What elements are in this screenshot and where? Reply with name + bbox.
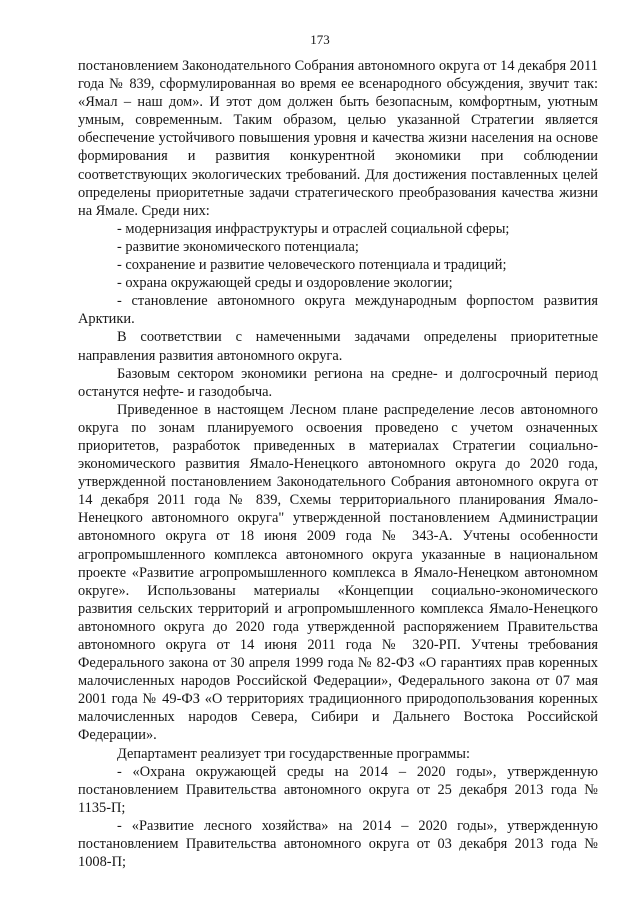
paragraph-strategy-intro: постановлением Законодательного Собрания автономного округа от 14 декабря 2011 года № 839, сформулированная во время ее всенародного обсуждения, звучит так: «Ямал – наш дом». И этот дом должен быть безопасным, комфортным, уютным умным, современным. Таким образом, целью указанной Стратегии является обеспечение устойчивого повышения уровня и качества жизни населения на основе формирования и развития конкурентной экономики при соблюдении соответствующих экологических требований. Для достижения поставленных целей определены приоритетные задачи стратегического преобразования качества жизни на Ямале. Среди них:: [78, 58, 598, 219]
list-item: - становление автономного округа международным форпостом развития Арктики.: [78, 293, 598, 328]
paragraph-forest-plan: Приведенное в настоящем Лесном плане распределение лесов автономного округа по зонам планируемого освоения проведено с учетом означенных приоритетов, разработок приведенных в материалах Стратегии социально-экономического развития Ямало-Ненецкого автономного округа до 2020 года, утвержденной постановлением Законодательного Собрания автономного округа от 14 декабря 2011 года № 839, Схемы территориального планирования Ямало-Ненецкого автономного округа" утвержденной постановлением Администрации автономного округа от 18 июня 2009 года № 343-А. Учтены особенности агропромышленного комплекса автономного округа указанные в национальном проекте «Развитие агропромышленного комплекса в Ямало-Ненецком автономном округе». Использованы материалы «Концепции социально-экономического развития сельских территорий и агропромышленного комплекса Ямало-Ненецкого автономного округа до 2020 года утвержденной распоряжением Правительства автономного округа от 14 июня 2011 года № 320-РП. Учтены требования Федерального закона от 30 апреля 1999 года № 82-ФЗ «О гарантиях прав коренных малочисленных народов Российской Федерации», Федерального закона от 07 мая 2001 года № 49-ФЗ «О территориях традиционного природопользования коренных малочисленных народов Севера, Сибири и Дальнего Востока Российской Федерации».: [78, 401, 598, 744]
list-item: - развитие экономического потенциала;: [117, 238, 359, 255]
document-body: [78, 57, 598, 871]
program-item: - «Охрана окружающей среды на 2014 – 2020 годы», утвержденную постановлением Правительства автономного округа от 25 декабря 2013 года № 1135-П;: [78, 763, 598, 816]
list-item: - охрана окружающей среды и оздоровление экологии;: [117, 275, 453, 292]
paragraph-priority-directions: В соответствии с намеченными задачами определены приоритетные направления развития автономного округа.: [78, 329, 598, 364]
list-item: - модернизация инфраструктуры и отраслей социальной сферы;: [117, 220, 510, 237]
page-number: 173: [310, 32, 330, 47]
paragraph-base-sector: Базовым сектором экономики региона на средне- и долгосрочный период останутся нефте- и газодобыча.: [78, 365, 598, 400]
program-item: - «Развитие лесного хозяйства» на 2014 – 2020 годы», утвержденную постановлением Правительства автономного округа от 03 декабря 2013 года № 1008-П;: [78, 817, 598, 871]
list-item: - сохранение и развитие человеческого потенциала и традиций;: [117, 257, 507, 274]
paragraph-programs-intro: Департамент реализует три государственные программы:: [117, 745, 470, 762]
